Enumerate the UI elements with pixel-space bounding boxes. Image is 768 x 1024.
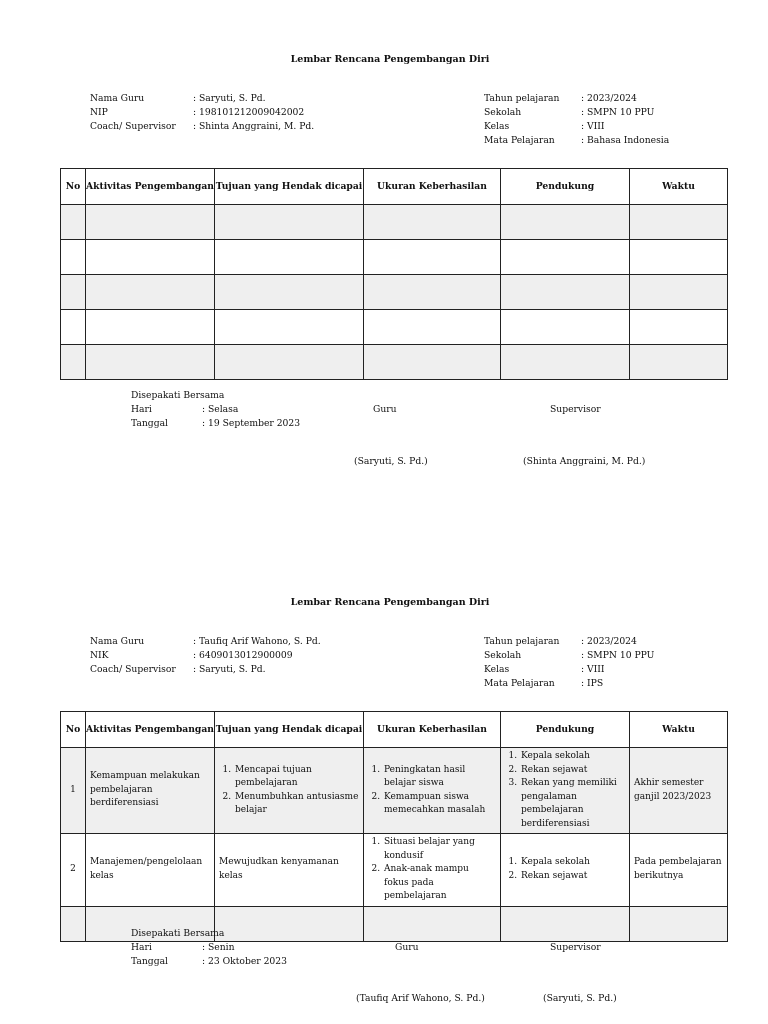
info-value: : Saryuti, S. Pd. <box>193 93 266 104</box>
table-cell <box>61 906 86 941</box>
table-cell <box>630 205 728 240</box>
info-label: Coach/ Supervisor <box>90 121 176 132</box>
agreed-label: Disepakati Bersama <box>131 390 225 401</box>
cell-tujuan: Mewujudkan kenyamanan kelas <box>215 834 364 907</box>
info-value: : IPS <box>581 678 604 689</box>
day-label: Hari <box>131 942 152 953</box>
table-cell <box>501 240 630 275</box>
col-header-pendukung: Pendukung <box>501 712 630 748</box>
info-value: : 2023/2024 <box>581 93 637 104</box>
info-label: Mata Pelajaran <box>484 135 555 146</box>
table-cell <box>86 345 215 380</box>
col-header-ukuran: Ukuran Keberhasilan <box>364 169 501 205</box>
table-cell <box>364 906 501 941</box>
col-header-no: No <box>61 169 86 205</box>
info-label: Coach/ Supervisor <box>90 664 176 675</box>
info-label: Tahun pelajaran <box>484 93 560 104</box>
table-cell <box>501 275 630 310</box>
sheet-title: Lembar Rencana Pengembangan Diri <box>290 54 490 65</box>
table-row <box>61 834 728 907</box>
date-label: Tanggal <box>131 956 168 967</box>
pendukung-list <box>505 750 625 831</box>
list-item: 2. Menumbuhkan antusiasme belajar <box>234 791 359 818</box>
table-row <box>61 240 728 275</box>
day-value: : Selasa <box>202 404 239 415</box>
cell-ukuran <box>364 748 501 834</box>
info-label: Sekolah <box>484 107 522 118</box>
guru-label: Guru <box>373 404 397 415</box>
table-cell <box>61 345 86 380</box>
table-cell <box>215 205 364 240</box>
info-label: NIP <box>90 107 108 118</box>
table-cell <box>215 906 364 941</box>
table-cell <box>630 240 728 275</box>
table-cell <box>86 275 215 310</box>
cell-pendukung <box>501 748 630 834</box>
info-label: Kelas <box>484 664 510 675</box>
guru-signature-name: (Saryuti, S. Pd.) <box>354 456 428 467</box>
sheet-title: Lembar Rencana Pengembangan Diri <box>290 597 490 608</box>
info-value: : Taufiq Arif Wahono, S. Pd. <box>193 636 321 647</box>
table-cell <box>86 240 215 275</box>
supervisor-label: Supervisor <box>550 942 601 953</box>
guru-label: Guru <box>395 942 419 953</box>
col-header-pendukung: Pendukung <box>501 169 630 205</box>
col-header-tujuan: Tujuan yang Hendak dicapai <box>215 712 364 748</box>
list-item: 2. Rekan sejawat <box>520 764 625 778</box>
date-value: : 23 Oktober 2023 <box>202 956 287 967</box>
table-cell <box>215 310 364 345</box>
ukuran-list <box>368 836 496 904</box>
table-cell <box>501 310 630 345</box>
table-cell <box>501 205 630 240</box>
ukuran-list <box>368 764 496 818</box>
agreed-label: Disepakati Bersama <box>131 928 225 939</box>
info-label: Sekolah <box>484 650 522 661</box>
cell-aktivitas: Kemampuan melakukan pembelajaran berdiferensiasi <box>86 748 215 834</box>
table-cell <box>364 275 501 310</box>
table-cell <box>630 345 728 380</box>
table-cell <box>215 345 364 380</box>
cell-ukuran <box>364 834 501 907</box>
table-row <box>61 275 728 310</box>
col-header-aktivitas: Aktivitas Pengembangan <box>86 169 215 205</box>
tujuan-list <box>219 764 359 818</box>
list-item: 1. Peningkatan hasil belajar siswa <box>383 764 496 791</box>
table-row <box>61 748 728 834</box>
table-cell <box>630 275 728 310</box>
table-cell <box>86 310 215 345</box>
supervisor-signature-name: (Saryuti, S. Pd.) <box>543 993 617 1004</box>
list-item: 1. Mencapai tujuan pembelajaran <box>234 764 359 791</box>
info-value: : Shinta Anggraini, M. Pd. <box>193 121 315 132</box>
supervisor-signature-name: (Shinta Anggraini, M. Pd.) <box>523 456 646 467</box>
date-value: : 19 September 2023 <box>202 418 301 429</box>
table-row <box>61 205 728 240</box>
table-cell <box>61 205 86 240</box>
table-cell <box>501 906 630 941</box>
cell-waktu: Pada pembelajaran berikutnya <box>630 834 728 907</box>
col-header-no: No <box>61 712 86 748</box>
info-label: NIK <box>90 650 109 661</box>
table-cell <box>215 275 364 310</box>
info-value: : 6409013012900009 <box>193 650 293 661</box>
info-value: : Bahasa Indonesia <box>581 135 670 146</box>
cell-no: 2 <box>61 834 86 907</box>
info-value: : SMPN 10 PPU <box>581 107 655 118</box>
table-header-row <box>61 712 728 748</box>
list-item: 2. Rekan sejawat <box>520 870 625 884</box>
col-header-aktivitas: Aktivitas Pengembangan <box>86 712 215 748</box>
list-item: 1. Kepala sekolah <box>520 750 625 764</box>
list-item: 1. Kepala sekolah <box>520 856 625 870</box>
cell-no: 1 <box>61 748 86 834</box>
info-label: Mata Pelajaran <box>484 678 555 689</box>
info-label: Tahun pelajaran <box>484 636 560 647</box>
cell-tujuan <box>215 748 364 834</box>
table-cell <box>501 345 630 380</box>
cell-pendukung <box>501 834 630 907</box>
table-cell <box>215 240 364 275</box>
table-cell <box>364 310 501 345</box>
info-value: : 198101212009042002 <box>193 107 305 118</box>
info-value: : VIII <box>581 664 605 675</box>
table-cell <box>364 345 501 380</box>
info-value: : Saryuti, S. Pd. <box>193 664 266 675</box>
col-header-tujuan: Tujuan yang Hendak dicapai <box>215 169 364 205</box>
plan-table <box>60 168 728 380</box>
list-item: 2. Anak-anak mampu fokus pada pembelajaran <box>383 863 496 904</box>
table-cell <box>61 275 86 310</box>
day-value: : Senin <box>202 942 235 953</box>
table-header-row <box>61 169 728 205</box>
pendukung-list <box>505 856 625 883</box>
day-label: Hari <box>131 404 152 415</box>
info-label: Kelas <box>484 121 510 132</box>
table-cell <box>61 310 86 345</box>
info-value: : SMPN 10 PPU <box>581 650 655 661</box>
info-label: Nama Guru <box>90 636 145 647</box>
plan-table <box>60 711 728 942</box>
col-header-ukuran: Ukuran Keberhasilan <box>364 712 501 748</box>
info-value: : 2023/2024 <box>581 636 637 647</box>
info-label: Nama Guru <box>90 93 145 104</box>
col-header-waktu: Waktu <box>630 169 728 205</box>
info-value: : VIII <box>581 121 605 132</box>
table-cell <box>630 906 728 941</box>
guru-signature-name: (Taufiq Arif Wahono, S. Pd.) <box>356 993 485 1004</box>
table-cell <box>630 310 728 345</box>
col-header-waktu: Waktu <box>630 712 728 748</box>
supervisor-label: Supervisor <box>550 404 601 415</box>
table-row <box>61 345 728 380</box>
list-item: 3. Rekan yang memiliki pengalaman pembelajaran berdiferensiasi <box>520 777 625 831</box>
plan-sheet-2 <box>0 543 768 1024</box>
list-item: 2. Kemampuan siswa memecahkan masalah <box>383 791 496 818</box>
cell-waktu: Akhir semester ganjil 2023/2023 <box>630 748 728 834</box>
table-cell <box>61 240 86 275</box>
cell-aktivitas: Manajemen/pengelolaan kelas <box>86 834 215 907</box>
table-cell <box>86 205 215 240</box>
list-item: 1. Situasi belajar yang kondusif <box>383 836 496 863</box>
table-cell <box>364 240 501 275</box>
table-cell <box>364 205 501 240</box>
date-label: Tanggal <box>131 418 168 429</box>
table-row <box>61 310 728 345</box>
